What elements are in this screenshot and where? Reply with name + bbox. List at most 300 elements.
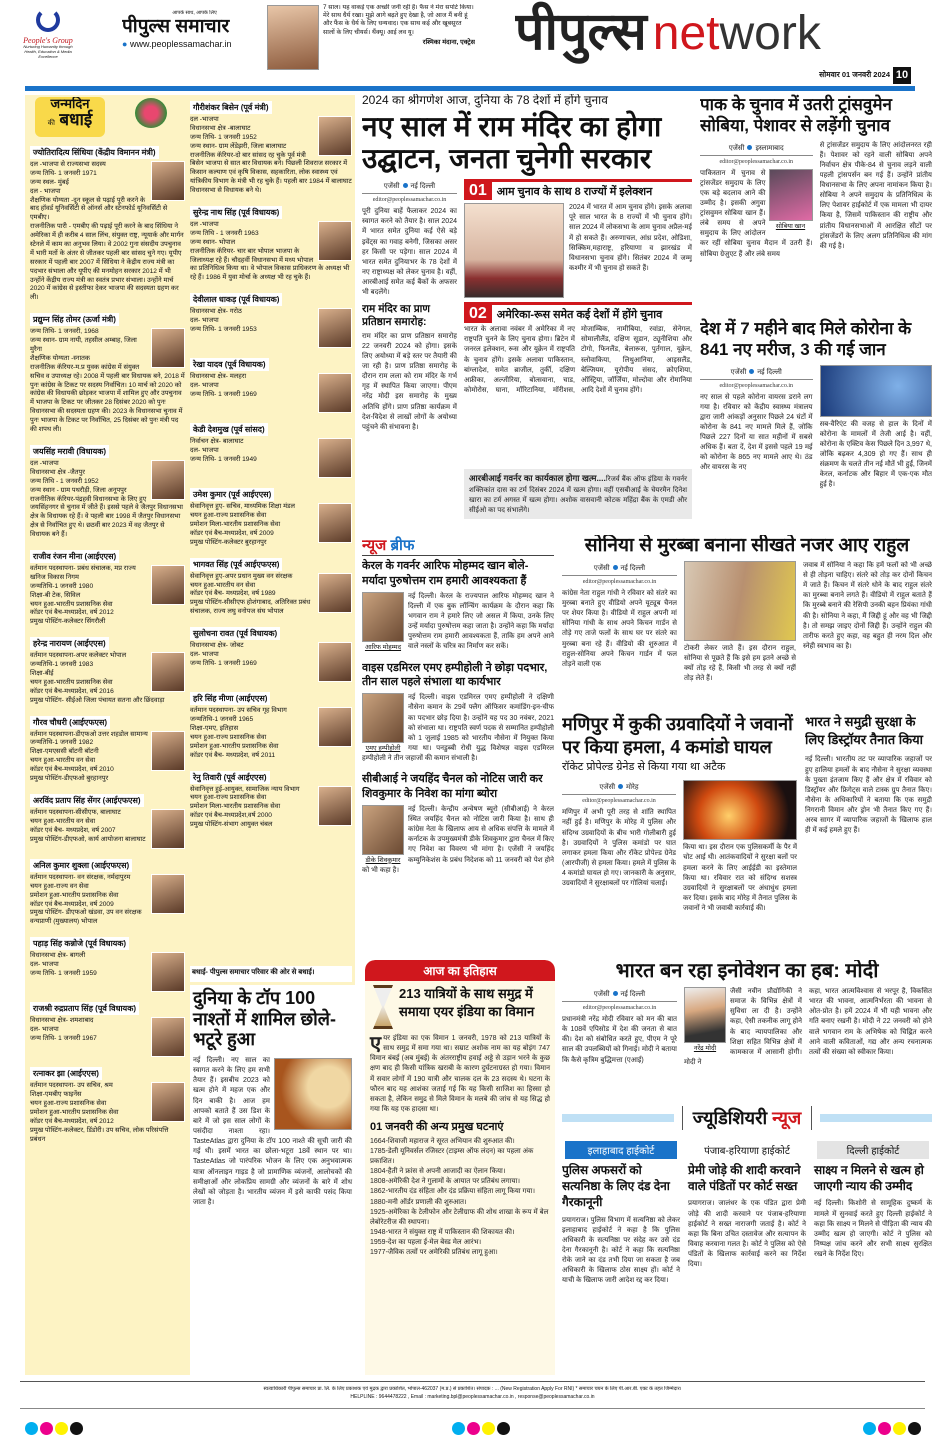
place: मोरेह	[626, 784, 639, 792]
profile-card	[30, 546, 185, 627]
profile-photo	[151, 952, 185, 992]
profile-body	[190, 308, 352, 348]
profile-card	[30, 309, 185, 435]
profile-body	[190, 438, 352, 478]
profile-line: दल- भाजपा	[30, 961, 59, 969]
paper-tag: आपके साथ, आपके लिए	[172, 10, 217, 16]
profile-photo	[318, 573, 352, 613]
manipur-text-1: मणिपुर में अभी पूरी तरह से शांति स्थापित नहीं हुई है। मणिपुर के मोरेह में पुलिस और संदिग्ध उग्रवादियों के बीच भारी गोलीबारी हुई है। उग्रवादियों ने पुलिस कमांडो पर घात लगाकर हमला किया और रॉकेट प्रोपेल्ड ग्रेनेड (आरपीजी) से हमला किया। हमले में पुलिस के 4 कमांडो घायल हो गए। जानकारी के अनुसार, उग्रवादियों ने सुरक्षाबलों पर गोलियां चलाईं।	[562, 809, 676, 888]
event-item: 1664-शिवाजी महाराज ने सूरत अभियान की शुरुआत की।	[370, 1137, 515, 1145]
profile-line: चयन हुआ-भारतीय वन सेवा	[30, 817, 96, 825]
corona-text-2: सब-वैरिएंट की वजह से हाल के दिनों में कोरोना के मामलों में तेजी आई है। वहीं, कोरोना के एक्टिव केस पिछले दिन 3,997 थे, जोकि बढ़कर 4,309 हो गए हैं। साथ ही संक्रमण के चलते तीन नई मौतें भी हुईं, जिनमें केरल, कर्नाटक और बिहार में एक-एक मौत हुई है।	[819, 420, 932, 489]
byline	[700, 144, 813, 156]
profile-body	[190, 503, 352, 547]
profile-line: दल- भाजपा	[190, 447, 219, 455]
profile-line: चयन हुआ-राज्य वन सेवा	[30, 882, 89, 890]
history-box	[365, 960, 555, 1375]
ram-mandir-text: राम मंदिर का प्राण प्रतिष्ठान समारोह 22 जनवरी 2024 को होगा। इसके लिए अयोध्या में बड़े स्तर पर तैयारी की जा रही है। प्राण प्रतिष्ठा समारोह के दौरान राम लला को राम मंदिर के गर्भ गृह में स्थापित किया जाएगा। पीएम नरेंद्र मोदी इस समारोह के मुख्य अतिथि होंगे। प्राण प्रतिष्ठा कार्यक्रम में देश-विदेश से लाखों लोगों के अयोध्या पहुंचने की संभावना है।	[362, 332, 457, 431]
profile-line: विधानसभा क्षेत्र- जोबट	[190, 642, 244, 650]
profile-line: प्रमोशन हुआ-भारतीय प्रशासनिक सेवा	[30, 891, 119, 899]
brief-item	[362, 661, 554, 765]
photo-caption: आरिफ मोहम्मद	[364, 643, 402, 651]
group-tagline: Nurturing Humanity through Health, Education & Media Excellence	[23, 44, 73, 59]
brief-photo-wrap	[362, 805, 404, 864]
pak-headline: पाक के चुनाव में उतरी ट्रांसवुमेन सोबिया, पेशावर से लड़ेंगी चुनाव	[700, 95, 892, 136]
profile-name: उमेश कुमार (पूर्व आईएएस)	[190, 488, 274, 501]
profile-photo	[318, 707, 352, 747]
sonia-col-2	[684, 561, 796, 710]
imprint-line-1: स्वत्वाधिकारी पीपुल्स समाचार प्रा. लि. के लिए प्रकाशक एवं मुद्रक द्वारा प्रकाशित, भोपाल-462037 (म.प्र.) से प्रकाशित। संपादक : ... (New Registration Apply For RNI) * समाचार चयन के लिए पी.आर.बी. एक्ट के तहत जिम्मेदार।	[263, 1386, 682, 1392]
network-title	[515, 0, 895, 66]
fire-photo	[683, 780, 797, 840]
profile-photo	[151, 809, 185, 849]
manipur-row	[562, 780, 797, 953]
profile-body	[30, 460, 185, 540]
quote-box	[323, 4, 475, 84]
profile-name: राजीव रंजन मीना (आईएएस)	[30, 550, 119, 563]
modi-headline: भारत बन रहा इनोवेशन का हब: मोदी	[615, 960, 879, 982]
email[interactable]: editor@peoplessamachar.co.in	[719, 158, 793, 165]
profile-line: सेवानिवृत्त हुई-आयुक्त, सामाजिक न्याय विभाग	[190, 785, 300, 793]
event-item: 1808-अमेरिकी देश ने गुलामों के आयात पर प्रतिबंध लगाया।	[370, 1178, 521, 1186]
email[interactable]: editor@peoplessamachar.co.in	[582, 578, 657, 585]
profile-card	[190, 97, 352, 196]
profile-name: अरविंद प्रताप सिंह सेंगर (आईएफएस)	[30, 794, 144, 807]
profile-line: जन्म तिथि - 1 जनवरी 1963	[190, 229, 259, 237]
profile-line: दल- भाजपा	[190, 651, 219, 659]
sonia-rahul-photo	[684, 561, 796, 641]
profile-body	[190, 221, 352, 283]
corona-right	[820, 365, 933, 524]
profile-line: कॉडर एवं बैच- मध्यप्रदेश, वर्ष 2011	[190, 751, 276, 759]
profile-line: जन्म तिथि- 1 जनवरी 1969	[190, 659, 257, 667]
profile-body	[30, 161, 185, 303]
profile-line: वर्तमान पदस्थापना-डीएफओ उत्तर शहडोल सामान्य	[30, 730, 148, 738]
profile-name: गौरव चौधरी (आईएफएस)	[30, 716, 110, 729]
flower-bouquet-icon	[135, 98, 167, 128]
birthday-column-b	[190, 97, 352, 963]
dot-icon	[613, 991, 618, 996]
profile-line: दल -भाजपा	[30, 459, 59, 467]
judiciary-header	[562, 1103, 932, 1133]
profile-line: कॉडर एवं बैच-मध्यप्रदेश, वर्ष 2010	[30, 766, 114, 774]
profile-name: हरेन्द्र नारायण (आईएएस)	[30, 637, 109, 650]
profile-line: जन्म तिथि- 1 जनवरी 1971	[30, 169, 97, 177]
quote-author: रश्मिका मंदाना, एक्ट्रेस	[422, 38, 475, 46]
actress-photo	[267, 5, 319, 70]
profile-line: विधानसभा क्षेत्र -जैतपुर	[30, 468, 85, 476]
profile-line: विधानसभा क्षेत्र- मलहरा	[190, 373, 247, 381]
breakfast-story	[190, 985, 355, 1375]
profile-card	[30, 855, 185, 927]
profile-line: राजनीतिक पारी - एमबीए की पढ़ाई पूरी करने के बाद सिंधिया ने अमेरिका में ही करीब 4 साल लिंच, संयुक्त राष्ट्र, न्यूयार्क और मार्गन स्टेनले में काम का अनुभव लिया। वे 2002 गुना संसदीय उपचुनाव में भारी मतों के अंतर से जीतकर पहली बार सांसद चुने गए। यूपीए सरकार में पहली बार 2007 में सिंधिया ने केंद्रीय राज्य मंत्री का पदभार संभाला और यूपीए की मनमोहन सरकार 2012 में भी उन्होंने केंद्रीय राज्य मंत्री का स्वतंत्र प्रभार संभाला। उन्होंने मार्च 2020 में कांग्रेस से इस्तीफा देकर भाजपा की सदस्यता ग्रहण कर ली।	[30, 223, 184, 302]
manipur-headline: मणिपुर में कुकी उग्रवादियों ने जवानों पर किया हमला, 4 कमांडो घायल	[562, 714, 793, 757]
profile-line: जन्मतिथि-1 जनवरी 1980	[30, 582, 94, 590]
footer-rule	[20, 1381, 925, 1382]
profile-photo	[151, 328, 185, 368]
judiciary-text: प्रयागराज। पुलिस विभाग में सत्यनिष्ठा को लेकर इलाहाबाद हाईकोर्ट ने कहा है कि पुलिस अधिकारी के सत्यनिष्ठा पर संदेह कर उसे दंड देना गैरकानूनी है। कोर्ट ने कहा कि सत्यनिष्ठा रोके जाने का दंड तभी दिया जा सकता है जब अधिकारी के खिलाफ ठोस साक्ष्य हों। कोर्ट ने याची के खिलाफ जारी आदेश रद्द कर दिया।	[562, 1216, 680, 1285]
profile-body	[190, 642, 352, 682]
agency: एजेंसी	[728, 144, 745, 152]
paper-logo	[122, 10, 267, 65]
brief-text: नई दिल्ली। केन्द्रीय अन्वेषण ब्यूरो (सीबीआई) ने केरल स्थित जयहिंद चैनल को नोटिस जारी किया है। साथ ही कांग्रेस नेता के खिलाफ आय से अधिक संपत्ति के मामले में कर्नाटक के उपमुख्यमंत्री डीके शिवकुमार द्वारा चैनल में किए गए निवेश का विवरण भी मांगा है। एजेंसी ने जयहिंद कम्युनिकेशंस के प्रबंध निदेशक को 11 जनवरी को पेश होने को भी कहा है।	[362, 805, 554, 874]
lead-intro: पूरी दुनिया बाहें फैलाकर 2024 का स्वागत करने को तैयार है। साल 2024 में भारत समेत दुनिया कई ऐसे बड़े इवेंट्स का गवाह बनेगी, जिसका असर हर किसी पर पड़ेगा। साल 2024 में भारत समेत दुनियाभर के 78 देशों में नए राष्ट्राध्यक्ष को लेकर चुनाव है। वहीं, आरबीआई समेत कई बैंकों के अफसर भी बदलेंगे।	[362, 208, 457, 297]
profile-card	[190, 767, 352, 830]
profile-name: सुरेन्द्र नाथ सिंह (पूर्व विधायक)	[190, 206, 282, 219]
dot-icon	[618, 784, 623, 789]
judiciary-title	[682, 1106, 813, 1130]
profile-card	[30, 142, 185, 303]
profile-body	[190, 786, 352, 830]
manipur-col-1	[562, 780, 676, 953]
profile-photo	[318, 221, 352, 261]
profile-line: कॉडर एवं बैच-मध्यप्रदेश, वर्ष 2009	[30, 900, 114, 908]
judiciary-section	[562, 1103, 932, 1375]
profile-line: शिक्षा-एमबीए फाइनेंस	[30, 1091, 82, 1099]
corona-text-1: नए साल से पहले कोरोना वायरस डराने लग गया है। रविवार को केंद्रीय स्वास्थ्य मंत्रालय द्वारा जारी आंकड़ों अनुसार पिछले 24 घंटों में कोरोना के 841 नए मामले मिले हैं, जोकि पिछले 227 दिनों या सात महीनों में सबसे अधिक हैं। बता दें, देश में इससे पहले 19 मई को कोरोना के 865 नए मामले आए थे। ठंड और वायरस के नए	[700, 393, 813, 472]
profile-card	[30, 633, 185, 705]
brief-item	[362, 559, 554, 653]
profile-card	[30, 790, 185, 849]
judiciary-list	[562, 1141, 932, 1287]
profile-line: राजनीतिक कॅरियर- चार बार भोपाल भाजपा के जिलाध्यक्ष रहे हैं। चौदहवीं विधानसभा में मध्य भोपाल का प्रतिनिधित्व किया था। वे भोपाल विकास प्राधिकरण के अध्यक्ष भी रहे हैं। 1986 में युवा मोर्चा के अध्यक्ष भी रह चुके हैं।	[190, 247, 350, 282]
profile-line: जन्म स्थान - ग्राम पथरौड़ी, जिला अनूपपुर	[30, 486, 127, 494]
section-02-header	[464, 302, 692, 323]
court-label: दिल्ली हाईकोर्ट	[817, 1141, 929, 1159]
header-bar-left	[562, 1114, 674, 1122]
modi-photo-wrap	[684, 987, 726, 1052]
event-item: 1977-जैविक तत्वों पर अमेरिकी प्रतिबंध लागू हुआ।	[370, 1249, 498, 1257]
sonia-story	[562, 535, 932, 710]
profile-name: रेखा यादव (पूर्व विधायक)	[190, 358, 269, 371]
byline	[562, 990, 677, 1002]
profile-line: प्रमुख पोस्टिंग-डीएफओ, कार्य आयोजना बालाघाट	[30, 835, 146, 843]
modi-text-2: जैसी नवीन प्रौद्योगिकी ने समाज के विभिन्न क्षेत्रों में सुविधा ला दी है। उन्होंने कहा, ऐसी तकनीक लागू होने के बाद न्यायपालिका और शिक्षा सहित विभिन्न क्षेत्रों में कामकाज में आसानी होगी। मोदी ने	[684, 988, 802, 1066]
profile-line: चयन हुआ-भारतीय वन सेवा	[190, 581, 256, 589]
profile-body	[190, 707, 352, 760]
dot-icon	[749, 369, 754, 374]
profile-line: जन्मतिथि-1 जनवरी 1982	[30, 739, 94, 747]
agency: एजेंसी	[593, 564, 610, 572]
news-brief-label	[362, 535, 554, 556]
title-net: net	[652, 7, 720, 60]
profile-line: दल -भाजपा	[190, 221, 219, 229]
profile-body	[30, 328, 185, 435]
profile-card	[190, 484, 352, 547]
event-item: 1785-डेली यूनिवर्सल रजिस्टर (टाइम्स ऑफ लंदन) का पहला अंक प्रकाशित।	[370, 1147, 534, 1166]
brief-headline: वाइस एडमिरल एमए हम्पीहोली ने छोड़ा पदभार, तीन साल पहले संभाला था कार्यभार	[362, 661, 548, 689]
navy-headline: भारत ने समुद्री सुरक्षा के लिए डिस्ट्रॉयर तैनात किया	[805, 714, 924, 748]
profile-photo	[318, 503, 352, 543]
lead-row	[362, 179, 692, 519]
footer-rule-2	[20, 1408, 925, 1409]
brief-headline: सीबीआई ने जयहिंद चैनल को नोटिस जारी कर शिवकुमार के निवेश का मांगा ब्योरा	[362, 773, 543, 801]
event-item: 1948-भारत ने संयुक्त राष्ट्र में पाकिस्तान की शिकायत की।	[370, 1229, 515, 1237]
hourglass-icon	[373, 985, 393, 1029]
manipur-col-2	[683, 780, 797, 953]
profile-card	[30, 1063, 185, 1144]
photo-caption: एमए हम्पीहोली	[365, 745, 401, 753]
judiciary-item	[562, 1141, 680, 1287]
history-headline: 213 यात्रियों के साथ समुद्र में समाया एयर इंडिया का विमान	[399, 986, 535, 1019]
history-label: आज का इतिहास	[365, 960, 555, 981]
profile-line: प्रमोशन मिला-भारतीय प्रशासनिक सेवा	[190, 521, 281, 529]
profile-body	[30, 1082, 185, 1144]
dot-icon	[613, 565, 618, 570]
brief-text: नई दिल्ली। वाइस एडमिरल एमए हम्पीहोली ने दक्षिणी नौसेना कमान के 29वें फ्लैग ऑफिसर कमांडिंग-इन-चीफ का पदभार छोड़ दिया है। उन्होंने यह पद 30 नवंबर, 2021 को संभाला था। राष्ट्रपति स्वर्ण पदक से सम्मानित हम्पीहोली को 1 जुलाई 1985 को भारतीय नौसेना में नियुक्त किया गया था। पनडुब्बी रोधी युद्ध विशेषज्ञ वाइस एडमिरल हम्पीहोली ने तीन जहाजों की कमान संभाली है।	[362, 694, 554, 763]
profile-name: राजश्री रुद्रप्रताप सिंह (पूर्व विधायक)	[30, 1002, 139, 1015]
chole-bhature-photo	[274, 1058, 352, 1130]
birthday-title	[35, 97, 105, 137]
profile-body	[30, 731, 185, 784]
profile-line: चयन हुआ-राज्य प्रशासनिक सेवा	[190, 512, 267, 520]
profile-line: प्रमोशन हुआ-भारतीय प्रशासनिक सेवा	[190, 742, 279, 750]
profile-name: भागवत सिंह (पूर्व आईएफएस)	[190, 558, 282, 571]
quote-text: 7 साल। यह वाकई एक अच्छी जर्नी रही है। फैंस ने मेरा सपोर्ट किया। मेरे साथ धैर्य रखा। मुझे आगे बढ़ते हुए देखा है, जो आज मैं बनी हूं और फैंस के धैर्य के लिए धन्यवाद। एक साथ कई और खूबसूरत सालों के लिए चीयर्स। थैंक्यू। आई लव यू।	[323, 4, 474, 36]
profile-line: जन्म तिथि- 1 जनवरी 1952	[190, 133, 257, 141]
section-02	[464, 302, 692, 465]
sobia-photo	[769, 169, 813, 221]
sonia-text-3: जवाब में सोनिया ने कहा कि हमें फलों को भी अच्छे से ही तोड़ना चाहिए। संतरे को तोड़ कर दोनों किचन में जाते हैं। किचन में संतरे धोने के बाद राहुल संतरे का मुरब्बा बनाने लगते हैं। वीडियो में राहुल बताते हैं कि मुरब्बे बनाने की रेसिपी उनकी बहन प्रियंका गांधी की है। सोनिया ने कहा, मैं जिद्दी हूं और वह भी जिद्दी है। तो समझ जाइए दोनों जिद्दी हैं। उन्होंने राहुल की तारीफ करते हुए कहा, वह बहुत ही नरम दिल और स्नेही स्वभाव का है।	[803, 561, 932, 650]
corona-row	[700, 365, 932, 524]
event-item: 1880-मनी ऑर्डर प्रणाली की शुरुआत।	[370, 1198, 467, 1206]
manipur-story	[562, 713, 797, 953]
title-a: ज्यूडिशियरी	[692, 1108, 768, 1128]
profile-line: विधानसभा क्षेत्र- बागली	[30, 952, 86, 960]
manipur-text-2: किया था। इस दौरान एक पुलिसकर्मी के पैर में चोट आई थी। आतंकवादियों ने सुरक्षा बलों पर हमला करने के लिए आईईडी का इस्तेमाल किया था। रविवार रात को संदिग्ध सशस्त्र उग्रवादियों ने सुरक्षाबलों पर अंधाधुंध हमला कर दिया। इसके बाद मोरेह में तैनात पुलिस के जवानों ने भी जवाबी कार्रवाई की।	[683, 844, 797, 913]
events-list	[365, 1137, 555, 1259]
profile-line: शैक्षणिक योग्यता -दून स्कूल से पढ़ाई पूरी करने के बाद हॉवर्ड यूनिवर्सिटी से ऑनर्स और स्टेनफोर्ड यूनिवर्सिटी से एमबीए।	[30, 196, 168, 222]
brief-text: नई दिल्ली। केरल के राज्यपाल आरिफ मोहम्मद खान ने दिल्ली में एक बुक लॉन्चिंग कार्यक्रम के दौरान कहा कि भगवान राम ने हमारे लिए जो असल में किया, उनके लिए उन्हें मर्यादा पुरुषोत्तम कहा जाता है। उन्होंने कहा कि मर्यादा पुरुषोत्तम राम हमारी आवश्यकता हैं, ताकि हम अपने आने वाले नस्लों के चरित्र का निर्माण कर सकें।	[408, 592, 554, 651]
profile-line: जन्म स्थान- भोपाल	[190, 238, 236, 246]
lead-headline: नए साल में राम मंदिर का होगा उद्घाटन, जनता चुनेगी सरकार	[362, 110, 662, 174]
profile-line: दल- भाजपा	[190, 382, 219, 390]
modi-story	[562, 960, 932, 1100]
navy-text: नई दिल्ली। भारतीय तट पर व्यापारिक जहाजों पर हुए हालिया हमलों के बाद नौसेना ने सुरक्षा व्यवस्था के पुख्ता इंतजाम किए हैं और क्षेत्र में रविवार को डिस्ट्रॉयर और फ्रिगेट्स वाले टास्क ग्रुप तैनात किए। नौसेना के अधिकारियों ने बताया कि एक समुद्री निगरानी विमान और ड्रोन भी तैनात किए गए हैं। अरब सागर में व्यापारिक जहाजों के खिलाफ हाल ही में कई हमले हुए हैं।	[805, 756, 932, 835]
pak-row	[700, 141, 932, 315]
profile-card	[190, 554, 352, 617]
profile-body	[30, 652, 185, 705]
profile-body	[190, 373, 352, 413]
registration-marks-right	[863, 1422, 923, 1440]
profile-photo	[318, 786, 352, 826]
event-item: 1804-हैती ने फ्रांस से अपनी आजादी का ऐलान किया।	[370, 1168, 506, 1176]
profile-line: कॉडर एवं बैच- मध्यप्रदेश, वर्ष 2007	[30, 826, 116, 834]
agency: एजेंसी	[383, 183, 400, 191]
profile-card	[190, 688, 352, 760]
place: नई दिल्ली	[620, 991, 646, 998]
agency: एजेंसी	[730, 368, 747, 376]
profile-line: दल -भाजपा से राज्यसभा सदस्य	[30, 161, 106, 168]
dot-icon	[403, 183, 408, 188]
profile-name: ज्योतिरादित्य सिंधिया (केंद्रीय विमानन मंत्री)	[30, 146, 159, 159]
profile-name: पहाड़ सिंह कन्नोजे (पूर्व विधायक)	[30, 937, 129, 950]
profile-line: जन्म तिथि- 1 जनवरी 1967	[30, 1035, 97, 1042]
profile-name: केडी देशमुख (पूर्व सांसद)	[190, 423, 268, 436]
profile-line: विधानसभा क्षेत्र -बालाघाट	[190, 124, 251, 132]
judiciary-text: नई दिल्ली। किशोरी से सामूहिक दुष्कर्म के मामले में सुनवाई करते हुए दिल्ली हाईकोर्ट ने कहा कि साक्ष्य न मिलने से पीड़िता की न्याय की उम्मीद खत्म हो जाएगी। कोर्ट ने पुलिस को निष्पक्ष जांच करने और सभी साक्ष्य सुरक्षित रखने के निर्देश दिए।	[814, 1200, 932, 1259]
profile-body	[30, 952, 185, 992]
profile-card	[190, 289, 352, 348]
profile-line: वर्तमान पदस्थापना- वन संरक्षक, नर्मदापुरम	[30, 873, 131, 881]
profile-photo	[318, 116, 352, 156]
profile-line: प्रमोशन मिला-भारतीय प्रशासनिक सेवा	[190, 803, 281, 811]
profile-photo	[151, 1017, 185, 1057]
profile-line: चयन हुआ-भारतीय वन सेवा	[30, 757, 96, 765]
brief-photo	[362, 805, 404, 855]
brief-photo	[362, 592, 404, 642]
profile-line: दल -भाजपा	[190, 116, 219, 123]
section-number: 01	[464, 182, 492, 200]
profile-line: चयन हुआ-राज्य प्रशासनिक सेवा	[190, 794, 267, 802]
modi-text-3: कहा, भारत आत्मविश्वास से भरपूर है, विकसित भारत की भावना, आत्मनिर्भरता की भावना से ओत-प्रोत है। हमें 2024 में भी यही भावना और गति बनाए रखनी है। मोदी ने 22 जनवरी को होने वाले भगवान राम के अभिषेक को चिह्नित करने आने वाली कविताओं, गद्य और अन्य रचनात्मक तत्वों की संख्या को स्वीकार किया।	[809, 988, 932, 1056]
event-item: 1862-भारतीय दंड संहिता और दंड प्रक्रिया संहिता लागू किया गया।	[370, 1188, 536, 1196]
profile-photo	[151, 731, 185, 771]
profile-photo	[318, 373, 352, 413]
title-work: work	[719, 7, 821, 60]
email[interactable]: editor@peoplessamachar.co.in	[582, 798, 656, 805]
profile-card	[30, 441, 185, 540]
section-title: अमेरिका-रूस समेत कई देशों में होंगे चुनाव	[496, 308, 663, 321]
brief-headline: केरल के गवर्नर आरिफ मोहम्मद खान बोले- मर्यादा पुरुषोत्तम राम हमारी आवश्यकता हैं	[362, 560, 529, 587]
judiciary-headline: प्रेमी जोड़े की शादी करवाने वाले पंडितों पर कोर्ट सख्त	[688, 1163, 801, 1194]
sobia-photo-wrap	[769, 169, 813, 230]
judiciary-item	[814, 1141, 932, 1287]
judiciary-text: प्रयागराज। जालंधर के एक पंडित द्वारा प्रेमी जोड़े की शादी करवाने पर पंजाब-हरियाणा हाईकोर्ट ने सख्त नाराजगी जताई है। कोर्ट ने कहा कि बिना उचित दस्तावेज और सत्यापन के विवाह करवाना गलत है। कोर्ट ने पुलिस को ऐसे पंडितों के खिलाफ कार्रवाई करने का निर्देश दिया।	[688, 1200, 806, 1269]
virus-photo	[820, 365, 933, 417]
profile-line: सेवानिवृत्त हुए-अपर प्रधान मुख्य वन संरक्षक	[190, 572, 293, 580]
photo-caption: नरेंद्र मोदी	[693, 1045, 717, 1052]
birthday-title-1: जन्मदिन	[50, 97, 90, 111]
profile-line: विधानसभा क्षेत्र- शमशाबाद	[30, 1017, 94, 1025]
email[interactable]: editor@peoplessamachar.co.in	[582, 1005, 657, 1011]
profile-card	[30, 712, 185, 784]
header-bar-right	[820, 1114, 932, 1122]
event-item: 1925-अमेरिका के टेलीफोन और टेलीग्राफ की शोध शाखा के रूप में बेल लेबोरेटरीज की स्थापना।	[370, 1208, 549, 1226]
profile-card	[190, 419, 352, 478]
agency: एजेंसी	[599, 784, 616, 792]
profile-photo	[318, 438, 352, 478]
profile-line: जन्म तिथि- 1 जनवरी, 1968	[30, 328, 99, 336]
brief-item	[362, 772, 554, 876]
judiciary-headline: साक्ष्य न मिलने से खत्म हो जाएगी न्याय की उम्मीद	[814, 1163, 924, 1194]
byline	[362, 182, 457, 194]
lead-story	[362, 94, 692, 519]
corona-left	[700, 365, 813, 524]
profile-name: प्रद्युम्न सिंह तोमर (ऊर्जा मंत्री)	[30, 313, 119, 326]
ram-temple-photo	[464, 203, 564, 298]
email[interactable]: editor@peoplessamachar.co.in	[719, 382, 793, 389]
website-text: www.peoplessamachar.in	[129, 38, 232, 49]
profile-body	[30, 809, 185, 849]
profile-card	[190, 623, 352, 682]
profile-line: जन्म स्थल- मुंबई	[30, 178, 69, 186]
profile-line: जन्मतिथि-1 जनवरी 1965	[190, 716, 254, 724]
profile-line: कॉडर एवं बैच-मध्यप्रदेश, वर्ष 2012	[30, 609, 114, 617]
lead-right-column	[464, 179, 692, 519]
profile-line: राजनीतिक कॅरियर-पंद्रहवी विधानसभा के लिए हुए जयसिंहनगर से चुनाव में जीते हैं। इससे पहले वे जैतपुर विधानसभा क्षेत्र के विधायक रहे हैं। वे पहली बार 1998 में जैतपुर विधानसभा क्षेत्र से निर्वाचित हुए थे। छठवीं बार 2023 में वह जैतपुर से विधायक बने हैं।	[30, 495, 183, 539]
title-hindi: पीपुल्स	[515, 3, 647, 61]
masthead-rule	[25, 86, 915, 91]
dropcap: ए	[370, 1033, 382, 1055]
modi-photo	[684, 987, 726, 1043]
profile-line: शिक्षा-बीई	[30, 669, 54, 677]
profile-name: जयसिंह मरावी (विधायक)	[30, 445, 109, 458]
birthday-greeting: बधाई- पीपुल्स समाचार परिवार की ओर से बधाई।	[190, 966, 352, 982]
website-link[interactable]	[122, 39, 267, 49]
profile-name: हरि सिंह मीणा (आईएएस)	[190, 692, 270, 705]
title-b: न्यूज	[772, 1108, 802, 1128]
section-01-text: 2024 में भारत में आम चुनाव होंगे। इसके अलावा पूरे साल भारत के 8 राज्यों में भी चुनाव होंगे। साल 2024 में लोकसभा के आम चुनाव अप्रैल-मई में हो सकते हैं। अरुणाचल, आंध्र प्रदेश, ओडिशा, सिक्किम,महाराष्ट्र, हरियाणा व झारखंड में विधानसभा चुनाव होंगे। सितंबर 2024 में जम्मू कश्मीर में भी चुनाव हो सकते हैं।	[569, 204, 692, 273]
profile-name: गौरीशंकर बिसेन (पूर्व मंत्री)	[190, 101, 272, 114]
photo-caption: सोबिया खान	[775, 222, 806, 230]
profile-line: कॉडर एवं बैच-मध्यप्रदेश,वर्ष 2000	[190, 812, 272, 820]
profile-line: वर्तमान पदस्थापना- उप सचिव गृह विभाग	[190, 707, 287, 715]
profile-line: कॉडर एवं बैच-मध्यप्रदेश, वर्ष 2012	[30, 1117, 114, 1125]
profile-line: जन्मतिथि-1 जनवरी 1983	[30, 661, 94, 669]
profile-photo	[151, 1082, 185, 1122]
place: नई दिल्ली	[757, 368, 782, 376]
page-number: 10	[893, 67, 911, 84]
globe-icon: ●	[122, 38, 128, 49]
sonia-row	[562, 561, 932, 710]
profile-line: जन्म तिथि - 1 जनवरी 1952	[30, 477, 99, 485]
profile-line: प्रमुख पोस्टिंग-कलेक्टर बुरहानपुर	[190, 538, 267, 546]
profile-line: जन्म तिथि- 1 जनवरी 1959	[30, 970, 97, 977]
registration-marks-center	[452, 1422, 512, 1440]
section-number: 02	[464, 305, 492, 323]
profile-line: शिक्षा-बी टेक, सिविल	[30, 591, 81, 599]
peoples-group-logo	[18, 6, 78, 76]
profile-line: प्रमुख पोस्टिंग-डीएफओ बुरहानपुर	[30, 774, 109, 782]
profile-line: जन्म तिथि- 1 जनवरी 1969	[190, 391, 257, 399]
corona-story	[700, 318, 932, 523]
profile-line: शिक्षा-एमएससी बॉटनी बॉटनी	[30, 748, 99, 756]
modi-row	[562, 987, 932, 1100]
email[interactable]: editor@peoplessamachar.co.in	[372, 197, 447, 204]
modi-text-1: प्रधानमंत्री नरेंद्र मोदी रविवार को मन की बात के 108वें एपिसोड में देश की जनता से बात की। देश को संबोधित करते हुए, पीएम ने पूरे साल की उपलब्धियों को गिनाई। मोदी ने बताया कि कैसे कृत्रिम बुद्धिमत्ता (एआई)	[562, 1016, 677, 1064]
brief-list	[362, 559, 554, 876]
profile-line: वर्तमान पदस्थापना-अपर कलेक्टर भोपाल	[30, 652, 127, 660]
profile-line: कॉडर एवं बैच- मध्यप्रदेश, वर्ष 1989	[190, 590, 276, 598]
profile-line: प्रमुख पोस्टिंग- डीएफओ खंडवा, उप वन संरक्षक वन्यप्राणी (मुख्यालय) भोपाल	[30, 909, 142, 926]
judiciary-item	[688, 1141, 806, 1287]
profile-line: दल- भाजपा	[30, 1026, 59, 1034]
profile-line: चयन हुआ-भारतीय प्रशासनिक सेवा	[30, 678, 113, 686]
sonia-col-1	[562, 561, 677, 710]
profile-line: चयन हुआ-राज्य प्रशासनिक सेवा	[30, 1100, 107, 1107]
ram-mandir-subheading: राम मंदिर का प्राण प्रतिष्ठान समारोह:	[362, 303, 430, 328]
sonia-text-1: कांग्रेस नेता राहुल गांधी ने रविवार को संतरे का मुरब्बा बनाते हुए वीडियो अपने यूट्यूब चैनल पर शेयर किया है। वीडियो में राहुल अपनी मां सोनिया गांधी के साथ अपने किचन गार्डन से तोड़े गए ताजे फलों के साथ घर पर संतरे का मुरब्बा बना रहे हैं। वीडियो की शुरुआत में राहुल-सोनिया अपने किचन गार्डन में फल तोड़ने वाली एक	[562, 589, 677, 668]
sonia-text-2: टोकरी लेकर जाते हैं। इस दौरान राहुल, सोनिया से पूछते हैं कि इसे हम इतने अच्छे से क्यों तोड़ रहे हैं, किसी भी तरह से क्यों नहीं तोड़ लेते हैं।	[684, 644, 796, 683]
profile-body	[190, 573, 352, 617]
logo-ring-icon	[36, 8, 60, 32]
profile-line: जन्म तिथि- 1 जनवरी 1953	[190, 326, 257, 334]
modi-col-2	[684, 987, 802, 1100]
place: नई दिल्ली	[620, 564, 646, 572]
profile-line: जन्म स्थान- ग्राम लेंडेझरी, जिला बालाघाट	[190, 142, 287, 150]
label-b: ब्रीफ	[390, 537, 415, 554]
profile-card	[30, 998, 185, 1057]
byline	[562, 783, 676, 795]
section-title: आम चुनाव के साथ 8 राज्यों में इलेक्शन	[496, 185, 653, 198]
history-text: यर इंडिया का एक विमान 1 जनवरी, 1978 को 213 यात्रियों के साथ समुद्र में समा गया था। सम्राट अशोक नाम का यह बोइंग 747 विमान बंबई (अब मुंबई) के अंतरराष्ट्रीय हवाई अड्डे से उड़ान भरने के कुछ क्षण बाद ही किसी यांत्रिक खराबी के कारण दुर्घटनाग्रस्त हो गया। विमान में सवार लोगों में 190 यात्री और चालक दल के 23 सदस्य थे। घटना के फौरन बाद यह आशंका जताई गई कि यह किसी साजिश का हिस्सा हो सकता है, लेकिन समुद्र से मिले विमान के मलबे की जांच से यह सिद्ध हो गया कि यह एक हादसा था।	[370, 1035, 550, 1113]
brief-photo	[362, 693, 404, 743]
profile-line: प्रमुख पोस्टिंग- सीईओ जिला पंचायत सतना और छिंदवाड़ा	[30, 696, 165, 704]
profile-line: चयन हुआ-राज्य प्रशासनिक सेवा	[190, 733, 267, 741]
profile-line: वर्तमान पदस्थापना-सीसीएफ, बालाघाट	[30, 808, 121, 816]
profile-body	[30, 1017, 185, 1057]
